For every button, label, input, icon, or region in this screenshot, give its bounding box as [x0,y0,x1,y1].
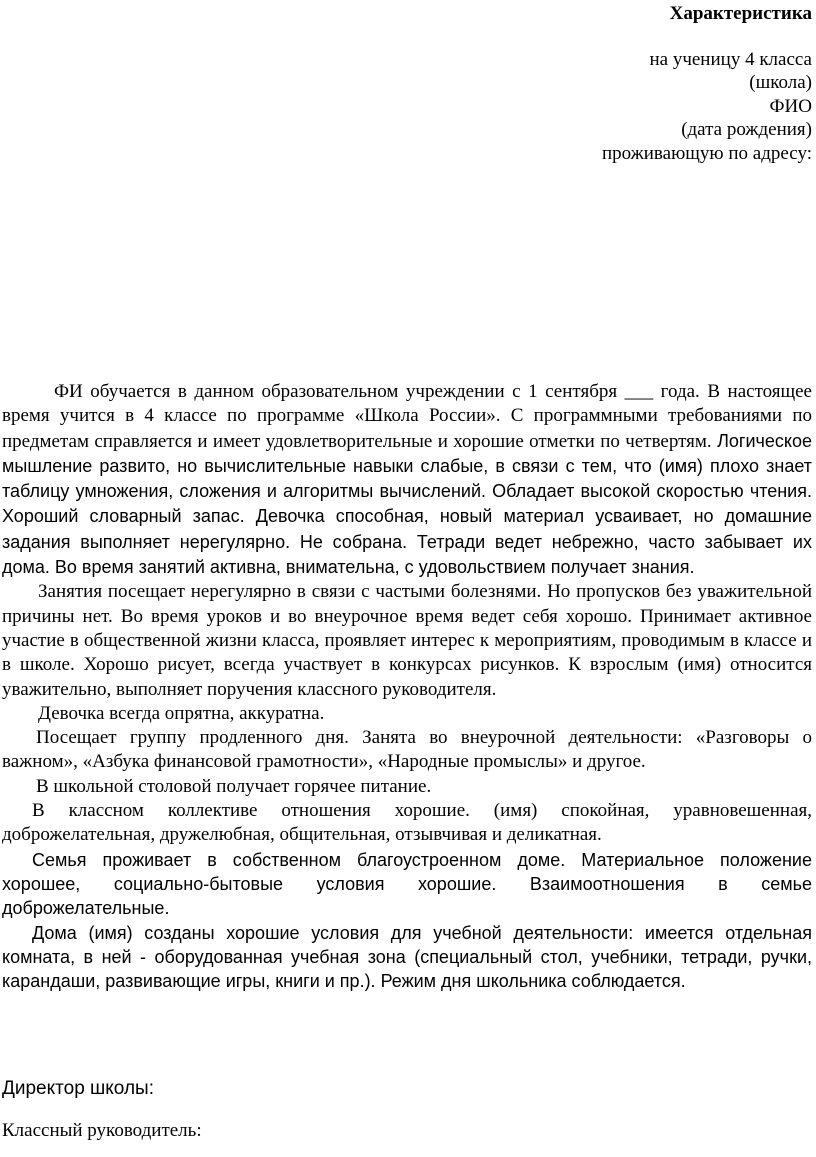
paragraph-extracurricular: Посещает группу продленного дня. Занята во внеурочной деятельности: «Разговоры о важном», «Азбука финансовой грамотности», «Народные промыслы» и другое. [2,727,812,773]
paragraph-meals: В школьной столовой получает горячее питание. [36,775,432,797]
paragraph-classmates: В классном коллективе отношения хорошие. (имя) спокойная, уравновешенная, доброжелательная, дружелюбная, общительная, отзывчивая и деликатная. [2,800,812,846]
paragraph-home-conditions: Дома (имя) созданы хорошие условия для учебной деятельности: имеется отдельная комната, в ней - оборудованная учебная зона (специальный стол, учебники, тетради, ручки, карандаши, развивающие игры, книги и пр.). Режим дня школьника соблюдается. [2,922,812,992]
header-full-name: ФИО [769,95,812,117]
document-title: Характеристика [669,3,812,24]
header-school: (школа) [749,72,812,93]
paragraph-appearance: Девочка всегда опрятна, аккуратна. [38,702,325,724]
paragraph-attendance: Занятия посещает нерегулярно в связи с частыми болезнями. Но пропусков без уважительной причины нет. Во время уроков и во внеурочное время ведет себя хорошо. Принимает активное участие в общественной жизни класса, проявляет интерес к мероприятиям, проводимым в классе и в школе. Хорошо рисует, всегда участвует в конкурсах рисунков. К взрослым (имя) относится уважительно, выполняет поручения классного руководителя. [2,581,812,700]
document-header [602,2,812,165]
document-body [2,380,812,993]
paragraph-studies [2,380,812,580]
header-student-class: на ученицу 4 класса [649,48,812,70]
paragraph-studies-intro: ФИ обучается в данном образовательном учреждении с 1 сентября ___ года. В настоящее время учится в 4 классе по программе «Школа России». С программными требованиями по предметам справляется и имеет удовлетворительные и хорошие отметки по четвертям. [2,381,812,452]
header-birth-date: (дата рождения) [681,119,812,140]
teacher-signature-line: Классный руководитель: [2,1120,202,1141]
paragraph-studies-skills: Логическое мышление развито, но вычислительные навыки слабые, в связи с тем, что (имя) плохо знает таблицу умножения, сложения и алгоритмы вычислений. Обладает высокой скоростью чтения. Хороший словарный запас. Девочка способная, новый материал усваивает, но домашние задания выполняет нерегулярно. Не собрана. Тетради ведет небрежно, часто забывает их дома. Во время занятий активна, внимательна, с удовольствием получает знания. [2,430,812,578]
paragraph-family: Семья проживает в собственном благоустроенном доме. Материальное положение хорошее, социально-бытовые условия хорошие. Взаимоотношения в семье доброжелательные. [2,849,812,919]
director-signature-line: Директор школы: [2,1078,154,1099]
header-address: проживающую по адресу: [601,142,812,164]
